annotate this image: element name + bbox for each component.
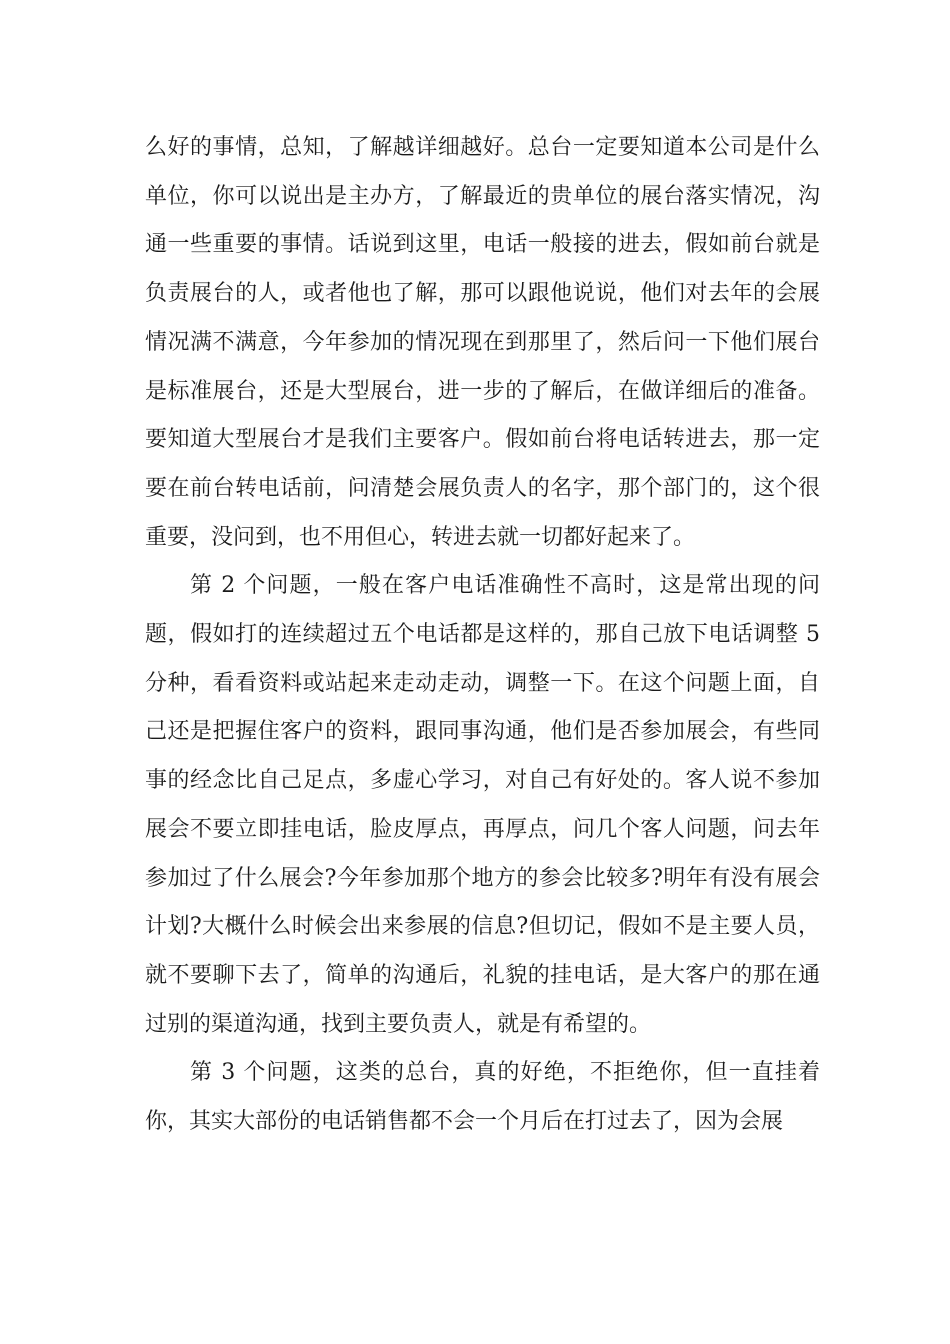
paragraph-continued: 么好的事情，总知，了解越详细越好。总台一定要知道本公司是什么单位，你可以说出是主办方，了解最近的贵单位的展台落实情况，沟通一些重要的事情。话说到这里，电话一般接的进去，假如前台就是负责展台的人，或者他也了解，那可以跟他说说，他们对去年的会展情况满不满意，今年参加的情况现在到那里了，然后问一下他们展台是标准展台，还是大型展台，进一步的了解后，在做详细后的准备。要知道大型展台才是我们主要客户。假如前台将电话转进去，那一定要在前台转电话前，问清楚会展负责人的名字，那个部门的，这个很重要，没问到，也不用但心，转进去就一切都好起来了。 [145,135,820,550]
paragraph-issue-3: 第 3 个问题，这类的总台，真的好绝，不拒绝你，但一直挂着你，其实大部份的电话销售都不会一个月后在打过去了，因为会展 [145,1060,820,1135]
paragraph-issue-2: 第 2 个问题，一般在客户电话准确性不高时，这是常出现的问题，假如打的连续超过五个电话都是这样的，那自己放下电话调整 5 分种，看看资料或站起来走动走动，调整一下。在这个问题上面，自己还是把握住客户的资料，跟同事沟通，他们是否参加展会，有些同事的经念比自己足点，多虚心学习，对自己有好处的。客人说不参加展会不要立即挂电话，脸皮厚点，再厚点，问几个客人问题，问去年参加过了什么展会?今年参加那个地方的参会比较多?明年有没有展会计划?大概什么时候会出来参展的信息?但切记，假如不是主要人员，就不要聊下去了，简单的沟通后，礼貌的挂电话，是大客户的那在通过别的渠道沟通，找到主要负责人，就是有希望的。 [145,573,820,1037]
document-body [145,124,820,1147]
